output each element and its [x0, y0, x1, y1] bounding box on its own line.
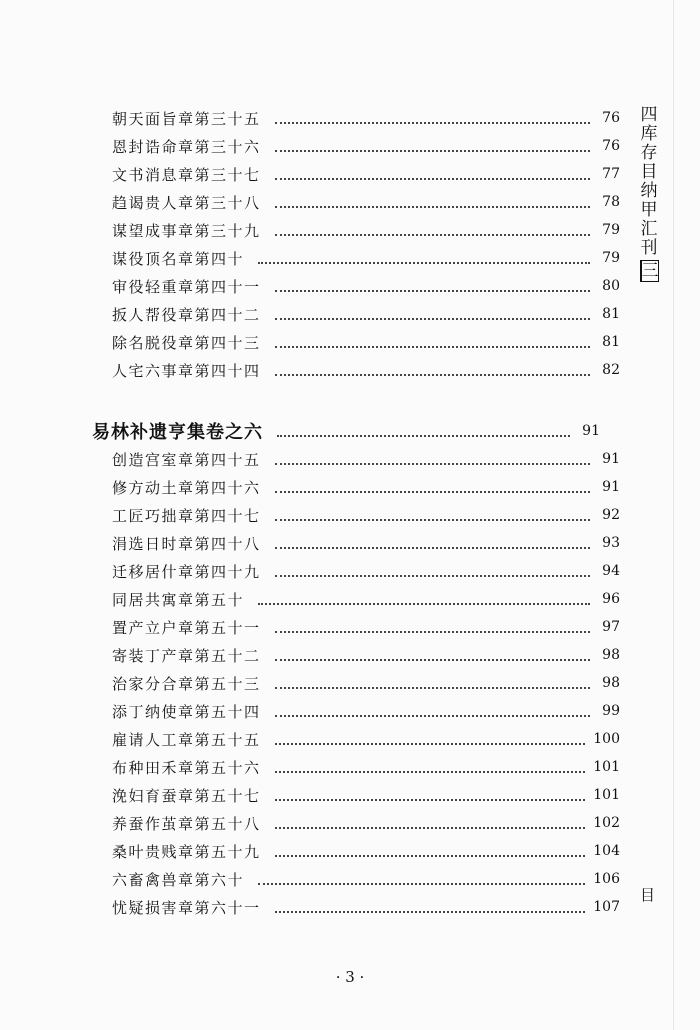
toc-entry	[112, 275, 620, 297]
toc-entry	[112, 644, 620, 666]
toc-entry	[112, 840, 620, 862]
toc-entry-page-number: 97	[602, 619, 620, 635]
toc-entry	[112, 784, 620, 806]
dot-leader	[275, 855, 586, 857]
toc-entry-title: 扳人帮役章第四十二	[112, 305, 261, 324]
toc-entry	[112, 247, 620, 269]
toc-entry-page-number: 101	[593, 759, 620, 775]
toc-entry-title: 养蚕作茧章第五十八	[112, 814, 261, 833]
toc-entry-page-number: 77	[602, 166, 620, 182]
toc-entry	[112, 672, 620, 694]
toc-entry-title: 治家分合章第五十三	[112, 674, 261, 693]
toc-entry-page-number: 101	[593, 787, 620, 803]
toc-entry-page-number: 104	[593, 843, 620, 859]
toc-entry-page-number: 91	[582, 423, 600, 439]
toc-entry-title: 同居共寓章第五十	[112, 590, 245, 609]
dot-leader	[258, 603, 590, 605]
page-edge-line	[673, 0, 674, 1030]
toc-section-heading	[92, 420, 600, 442]
toc-entry	[112, 219, 620, 241]
toc-entry	[112, 868, 620, 890]
dot-leader	[275, 659, 590, 661]
toc-entry-page-number: 107	[593, 899, 620, 915]
toc-entry-page-number: 79	[602, 222, 620, 238]
dot-leader	[275, 575, 590, 577]
dot-leader	[275, 346, 590, 348]
toc-entry	[112, 191, 620, 213]
toc-entry-title: 审役轻重章第四十一	[112, 277, 261, 296]
toc-entry-page-number: 100	[593, 731, 620, 747]
toc-entry-page-number: 98	[602, 647, 620, 663]
toc-entry-title: 忧疑损害章第六十一	[112, 898, 261, 917]
toc-entry-page-number: 76	[602, 138, 620, 154]
toc-entry	[112, 756, 620, 778]
toc-entry	[112, 163, 620, 185]
dot-leader	[275, 715, 590, 717]
toc-entry-page-number: 99	[602, 703, 620, 719]
toc-entry	[112, 588, 620, 610]
toc-entry-title: 六畜禽兽章第六十	[112, 870, 245, 889]
toc-entry	[112, 359, 620, 381]
toc-entry	[112, 476, 620, 498]
toc-entry-page-number: 82	[602, 362, 620, 378]
dot-leader	[258, 262, 590, 264]
toc-entry-page-number: 91	[602, 479, 620, 495]
page-number-footer: · 3 ·	[335, 968, 365, 986]
toc-entry-page-number: 79	[602, 250, 620, 266]
dot-leader	[275, 771, 586, 773]
toc-entry-title: 易林补遗亨集卷之六	[92, 422, 263, 443]
toc-entry-title: 桑叶贵贱章第五十九	[112, 842, 261, 861]
toc-entry-title: 添丁纳使章第五十四	[112, 702, 261, 721]
dot-leader	[275, 547, 590, 549]
dot-leader	[275, 463, 590, 465]
toc-entry-page-number: 98	[602, 675, 620, 691]
toc-entry	[112, 812, 620, 834]
toc-entry-title: 谋役顶名章第四十	[112, 249, 245, 268]
toc-entry	[112, 896, 620, 918]
toc-entry-page-number: 91	[602, 451, 620, 467]
toc-entry	[112, 331, 620, 353]
toc-entry-title: 恩封诰命章第三十六	[112, 137, 261, 156]
toc-entry	[112, 107, 620, 129]
toc-entry-title: 寄装丁产章第五十二	[112, 646, 261, 665]
toc-entry-page-number: 106	[593, 871, 620, 887]
dot-leader	[275, 318, 590, 320]
dot-leader	[275, 631, 590, 633]
toc-entry	[112, 700, 620, 722]
toc-entry-title: 工匠巧拙章第四十七	[112, 506, 261, 525]
dot-leader	[277, 435, 570, 437]
toc-entry-title: 涓选日时章第四十八	[112, 534, 261, 553]
toc-entry-page-number: 80	[602, 278, 620, 294]
dot-leader	[275, 687, 590, 689]
toc-entry-title: 置产立户章第五十一	[112, 618, 261, 637]
toc-entry-title: 除名脱役章第四十三	[112, 333, 261, 352]
toc-entry-page-number: 96	[602, 591, 620, 607]
toc-entry-title: 雇请人工章第五十五	[112, 730, 261, 749]
toc-entry-title: 修方动土章第四十六	[112, 478, 261, 497]
dot-leader	[275, 911, 586, 913]
toc-entry-title: 趋谒贵人章第三十八	[112, 193, 261, 212]
toc-entry-page-number: 81	[602, 306, 620, 322]
toc-entry-page-number: 94	[602, 563, 620, 579]
toc-entry	[112, 728, 620, 750]
toc-entry-page-number: 92	[602, 507, 620, 523]
toc-entry	[112, 616, 620, 638]
toc-entry-title: 迁移居什章第四十九	[112, 562, 261, 581]
dot-leader	[275, 150, 590, 152]
side-book-title	[639, 106, 659, 282]
side-title-text: 四库存目纳甲汇刊	[640, 105, 658, 258]
toc-entry-title: 人宅六事章第四十四	[112, 361, 261, 380]
dot-leader	[275, 491, 590, 493]
toc-entry	[112, 560, 620, 582]
toc-entry	[112, 135, 620, 157]
dot-leader	[275, 234, 590, 236]
toc-entry	[112, 303, 620, 325]
toc-entry-title: 浼妇育蚕章第五十七	[112, 786, 261, 805]
side-section-mark: 目	[640, 886, 656, 904]
dot-leader	[275, 374, 590, 376]
dot-leader	[275, 178, 590, 180]
dot-leader	[275, 290, 590, 292]
toc-entry-page-number: 102	[593, 815, 620, 831]
dot-leader	[275, 206, 590, 208]
toc-entry-title: 朝天面旨章第三十五	[112, 109, 261, 128]
dot-leader	[275, 827, 586, 829]
toc-entry	[112, 448, 620, 470]
dot-leader	[275, 799, 586, 801]
dot-leader	[275, 743, 586, 745]
toc-entry	[112, 504, 620, 526]
side-volume-number: 三	[641, 261, 659, 281]
toc-entry-title: 文书消息章第三十七	[112, 165, 261, 184]
toc-entry-page-number: 78	[602, 194, 620, 210]
dot-leader	[258, 883, 585, 885]
dot-leader	[275, 519, 590, 521]
toc-entry	[112, 532, 620, 554]
toc-entry-page-number: 93	[602, 535, 620, 551]
toc-entry-title: 布种田禾章第五十六	[112, 758, 261, 777]
toc-entry-page-number: 81	[602, 334, 620, 350]
toc-entry-page-number: 76	[602, 110, 620, 126]
toc-entry-title: 创造宫室章第四十五	[112, 450, 261, 469]
dot-leader	[275, 122, 590, 124]
toc-entry-title: 谋望成事章第三十九	[112, 221, 261, 240]
